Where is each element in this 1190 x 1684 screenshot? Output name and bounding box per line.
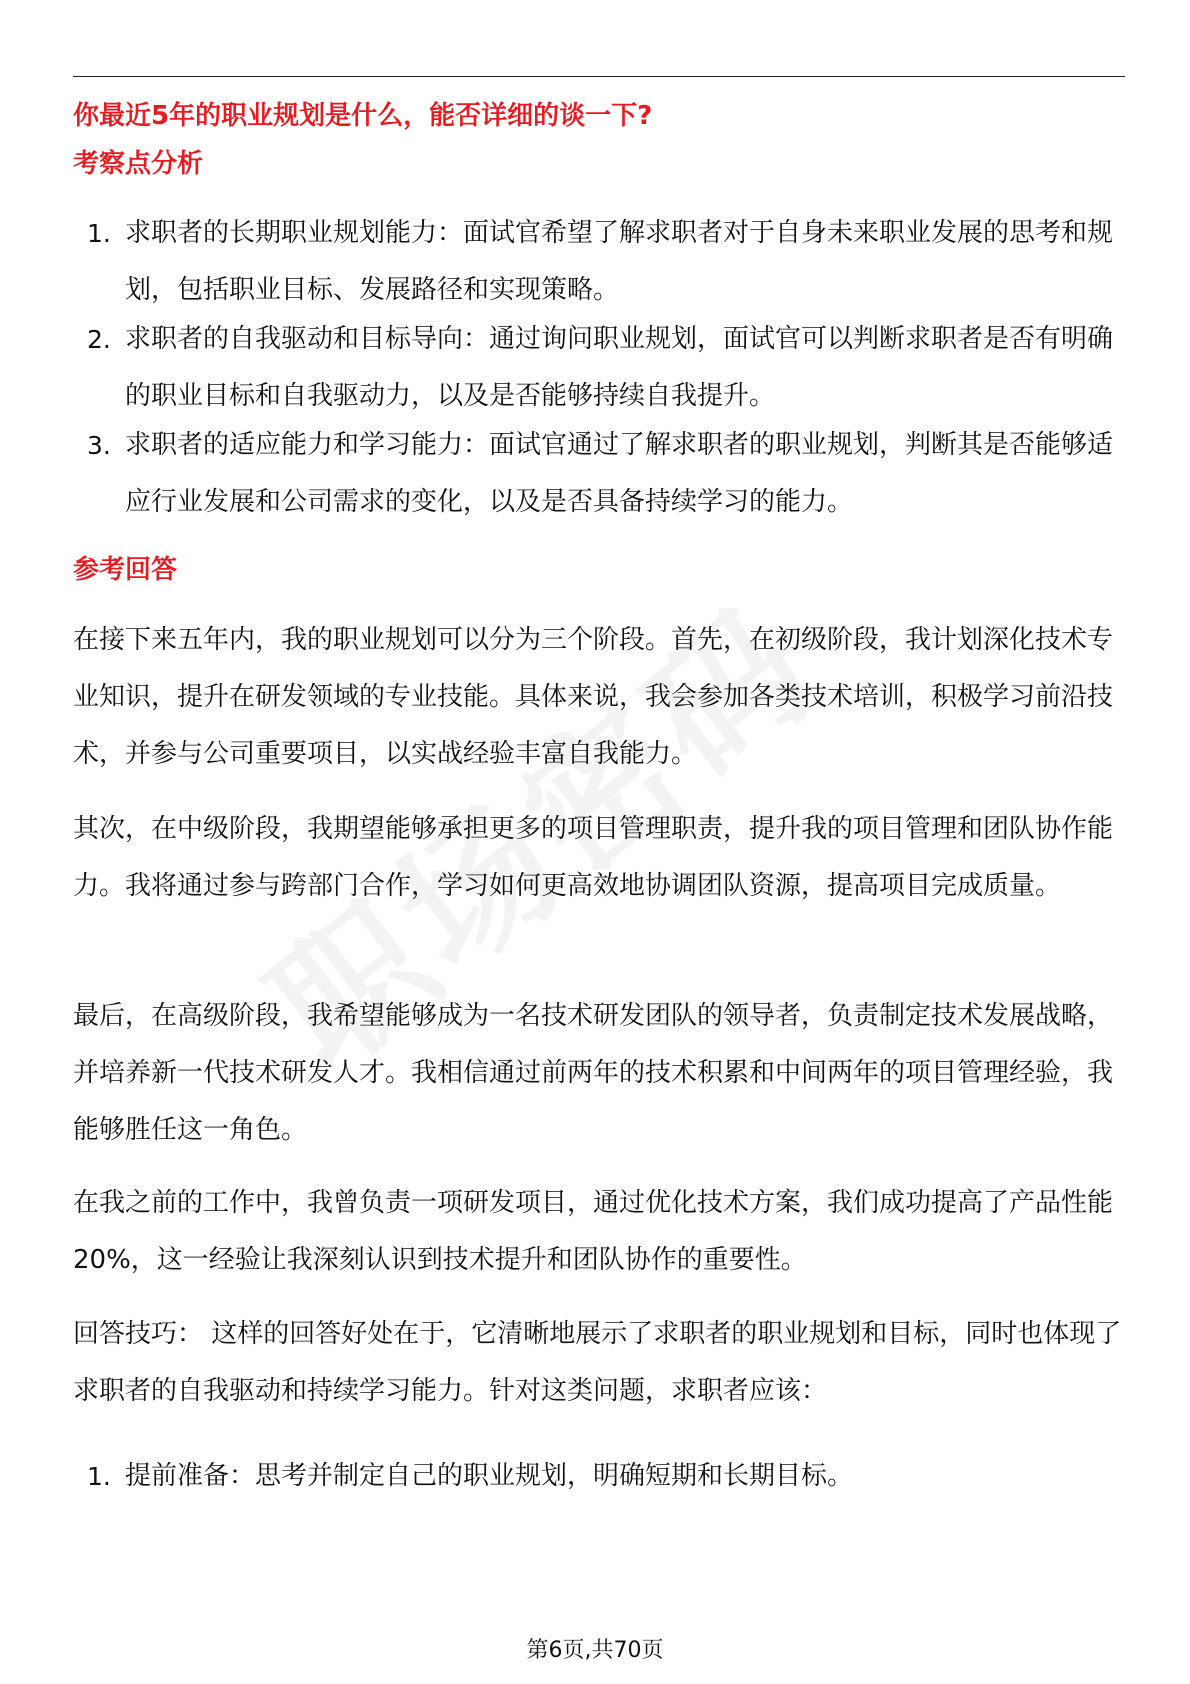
list-item-text: 求职者的长期职业规划能力：面试官希望了解求职者对于自身未来职业发展的思考和规划，包括职业目标、发展路径和实现策略。 — [125, 218, 1114, 305]
analysis-list — [73, 205, 1133, 523]
list-number: 2. — [87, 325, 111, 354]
list-item — [73, 311, 1133, 417]
answer-paragraph: 在我之前的工作中，我曾负责一项研发项目，通过优化技术方案，我们成功提高了产品性能20%，这一经验让我深刻认识到技术提升和团队协作的重要性。 — [73, 1188, 1114, 1275]
header-divider — [73, 76, 1125, 77]
list-item — [73, 205, 1133, 311]
question-title: 你最近5年的职业规划是什么，能否详细的谈一下? — [73, 101, 653, 131]
answer-paragraph: 其次，在中级阶段，我期望能够承担更多的项目管理职责，提升我的项目管理和团队协作能力。我将通过参与跨部门合作，学习如何更高效地协调团队资源，提高项目完成质量。 — [73, 814, 1114, 901]
list-item — [73, 1448, 1133, 1505]
page-footer: 第6页,共70页 — [526, 1638, 664, 1663]
analysis-heading: 考察点分析 — [73, 149, 204, 179]
list-number: 3. — [87, 431, 111, 460]
tips-list — [73, 1448, 1133, 1505]
list-item-text: 求职者的适应能力和学习能力：面试官通过了解求职者的职业规划，判断其是否能够适应行业发展和公司需求的变化，以及是否具备持续学习的能力。 — [125, 430, 1114, 517]
answer-paragraph: 最后，在高级阶段，我希望能够成为一名技术研发团队的领导者，负责制定技术发展战略，并培养新一代技术研发人才。我相信通过前两年的技术积累和中间两年的项目管理经验，我能够胜任这一角色。 — [73, 1001, 1114, 1145]
answer-heading: 参考回答 — [73, 555, 178, 585]
list-item-text: 提前准备：思考并制定自己的职业规划，明确短期和长期目标。 — [125, 1461, 854, 1491]
list-number: 1. — [87, 219, 111, 248]
list-item-text: 求职者的自我驱动和目标导向：通过询问职业规划，面试官可以判断求职者是否有明确的职业目标和自我驱动力，以及是否能够持续自我提升。 — [125, 324, 1114, 411]
answer-paragraph: 在接下来五年内，我的职业规划可以分为三个阶段。首先，在初级阶段，我计划深化技术专业知识，提升在研发领域的专业技能。具体来说，我会参加各类技术培训，积极学习前沿技术，并参与公司重要项目，以实战经验丰富自我能力。 — [73, 625, 1114, 769]
list-number: 1. — [87, 1462, 111, 1491]
list-item — [73, 417, 1133, 523]
answer-tips-paragraph: 回答技巧： 这样的回答好处在于，它清晰地展示了求职者的职业规划和目标，同时也体现了求职者的自我驱动和持续学习能力。针对这类问题，求职者应该： — [73, 1319, 1122, 1406]
